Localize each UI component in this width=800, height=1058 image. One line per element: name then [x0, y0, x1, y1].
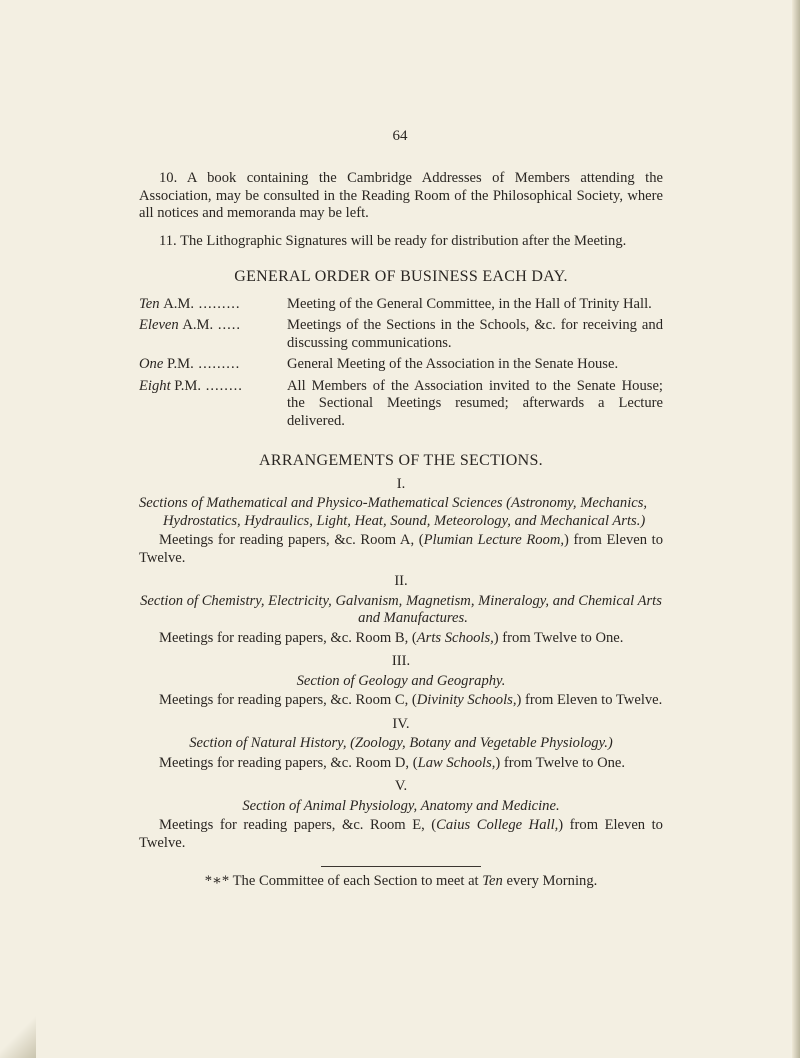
section-meeting: Meetings for reading papers, &c. Room E, (Caius College Hall,) from Eleven to Twelve.	[139, 817, 663, 851]
section-meeting: Meetings for reading papers, &c. Room B, (Arts Schools,) from Twelve to One.	[159, 629, 624, 646]
section-2	[139, 573, 663, 647]
section-meeting: Meetings for reading papers, &c. Room D, (Law Schools,) from Twelve to One.	[159, 754, 626, 771]
section-numeral: V.	[394, 778, 408, 794]
paragraph-10: 10. A book containing the Cambridge Addresses of Members attending the Association, may be consulted in the Reading Room of the Philosophical Society, where all notices and memoranda may be left.	[139, 170, 663, 221]
section-meeting: Meetings for reading papers, &c. Room A, (Plumian Lecture Room,) from Eleven to Twelve.	[139, 532, 663, 566]
page-number: 64	[392, 128, 408, 144]
paragraph-11: 11. The Lithographic Signatures will be ready for distribution after the Meeting.	[159, 232, 627, 249]
section-3	[139, 653, 663, 710]
section-title: Section of Natural History, (Zoology, Botany and Vegetable Physiology.)	[189, 735, 613, 751]
section-numeral: III.	[391, 653, 411, 669]
order-row-ten-am	[139, 296, 663, 314]
order-of-business-list	[139, 296, 663, 431]
general-order-heading: GENERAL ORDER OF BUSINESS EACH DAY.	[234, 268, 568, 285]
order-time: Eleven A.M. .....	[139, 317, 242, 333]
order-description: General Meeting of the Association in the Senate House.	[287, 356, 619, 372]
arrangements-heading: ARRANGEMENTS OF THE SECTIONS.	[259, 452, 543, 469]
section-numeral: I.	[396, 475, 406, 492]
order-time: One P.M. .........	[139, 356, 241, 372]
order-description: Meeting of the General Committee, in the Hall of Trinity Hall.	[287, 295, 652, 312]
order-time: Ten A.M. .........	[139, 295, 241, 312]
section-title: Sections of Mathematical and Physico-Mathematical Sciences (Astronomy, Mechanics, Hydrostatics, Hydraulics, Light, Heat, Sound, Meteorology, and Mechanical Arts.)	[139, 495, 648, 529]
section-4	[139, 716, 663, 773]
section-meeting: Meetings for reading papers, &c. Room C, (Divinity Schools,) from Eleven to Twelve.	[159, 692, 663, 708]
order-row-eight-pm	[139, 378, 663, 431]
section-numeral: II.	[394, 573, 408, 589]
section-title: Section of Chemistry, Electricity, Galvanism, Magnetism, Mineralogy, and Chemical Arts and Manufactures.	[140, 592, 662, 626]
order-description: Meetings of the Sections in the Schools, &c. for receiving and discussing communications.	[287, 317, 663, 351]
order-time: Eight P.M. ........	[139, 377, 243, 394]
section-5	[139, 778, 663, 852]
page-corner	[0, 1008, 36, 1058]
order-row-eleven-am	[139, 317, 663, 352]
page-edge	[792, 0, 800, 1058]
order-description: All Members of the Association invited to the Senate House; the Sectional Meetings resumed; afterwards a Lecture delivered.	[287, 377, 663, 429]
page-content	[139, 170, 663, 891]
order-row-one-pm	[139, 356, 663, 374]
asterism-icon: *∗*	[204, 873, 230, 889]
section-1	[139, 476, 663, 568]
footnote: *∗* The Committee of each Section to meet at Ten every Morning.	[204, 873, 598, 889]
section-title: Section of Animal Physiology, Anatomy and Medicine.	[242, 797, 560, 814]
section-numeral: IV.	[392, 715, 410, 732]
divider-rule	[321, 866, 481, 867]
section-title: Section of Geology and Geography.	[296, 672, 506, 689]
